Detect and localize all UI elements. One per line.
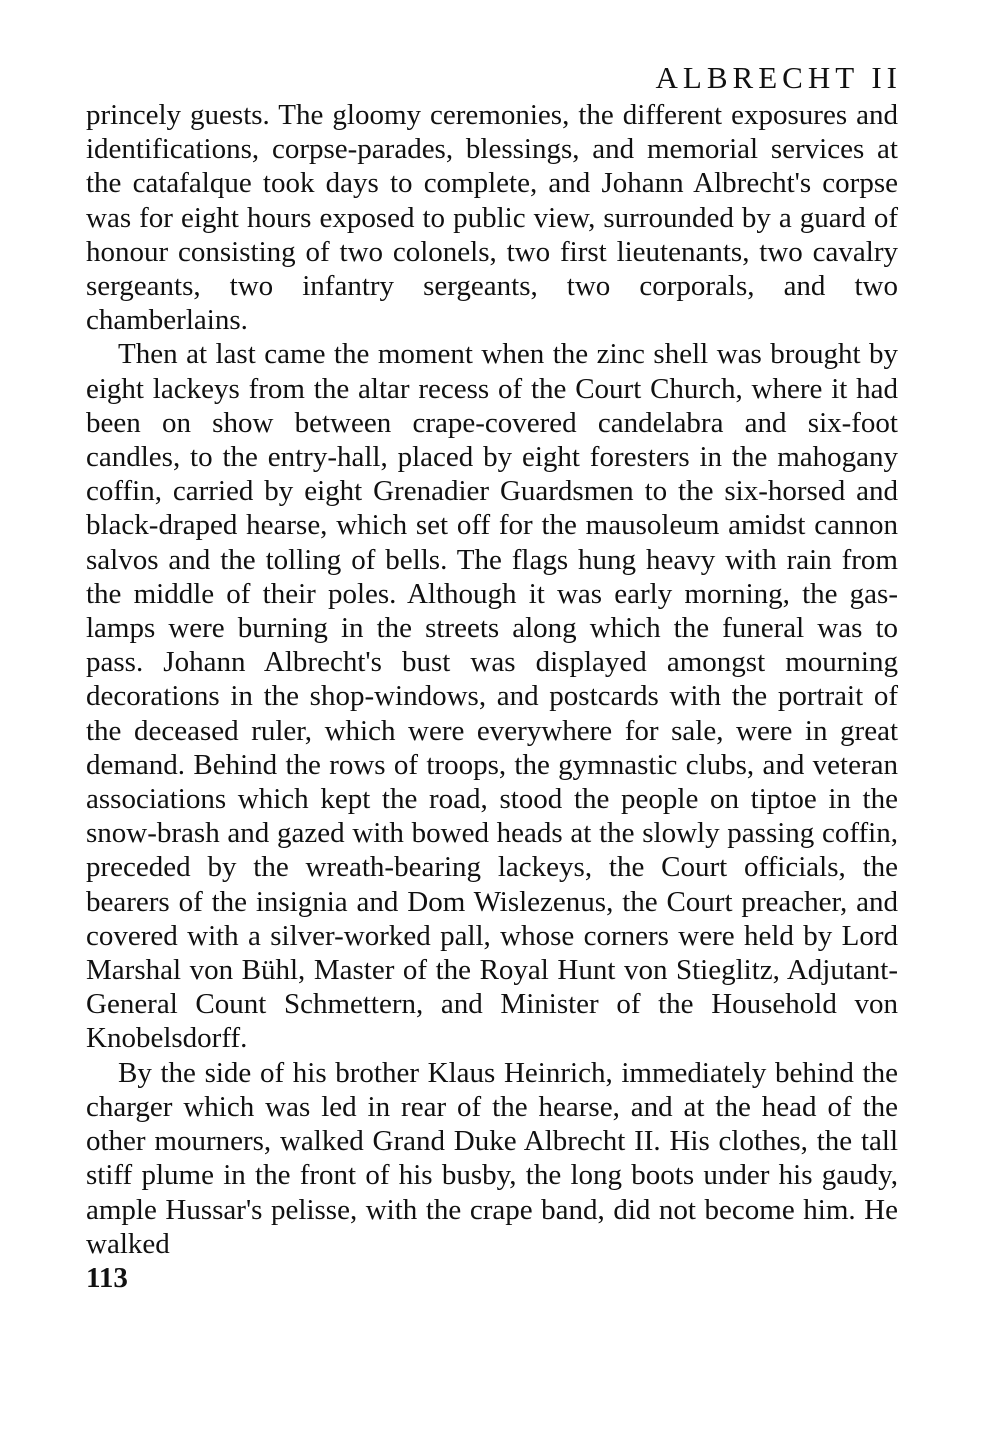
page-number: 113 — [86, 1261, 128, 1294]
paragraph-1: princely guests. The gloomy ceremonies, the different exposures and identifications, corpse-parades, blessings, and memorial services at the catafalque took days to complete, and Johann Albrecht's corpse was for eight hours exposed to public view, surrounded by a guard of honour consisting of two colonels, two first lieutenants, two cavalry sergeants, two infantry sergeants, two corporals, and two chamberlains. — [86, 99, 898, 337]
paragraph-2: Then at last came the moment when the zinc shell was brought by eight lackeys from the altar recess of the Court Church, where it had been on show between crape-covered candelabra and six-foot candles, to the entry-hall, placed by eight foresters in the mahogany coffin, carried by eight Grenadier Guardsmen to the six-horsed and black-draped hearse, which set off for the mausoleum amidst cannon salvos and the tolling of bells. The flags hung heavy with rain from the middle of their poles. Although it was early morning, the gas-lamps were burning in the streets along which the funeral was to pass. Johann Albrecht's bust was displayed amongst mourning decorations in the shop-windows, and postcards with the portrait of the deceased ruler, which were everywhere for sale, were in great demand. Behind the rows of troops, the gymnastic clubs, and veteran associations which kept the road, stood the people on tiptoe in the snow-brash and gazed with bowed heads at the slowly passing coffin, preceded by the wreath-bearing lackeys, the Court officials, the bearers of the insignia and Dom Wislezenus, the Court preacher, and covered with a silver-worked pall, whose corners were held by Lord Marshal von Bühl, Master of the Royal Hunt von Stieglitz, Adjutant-General Count Schmettern, and Minister of the Household von Knobelsdorff. — [86, 338, 898, 1055]
running-head: ALBRECHT II — [655, 60, 902, 95]
paragraph-3: By the side of his brother Klaus Heinrich, immediately behind the charger which was led in rear of the hearse, and at the head of the other mourners, walked Grand Duke Albrecht II. His clothes, the tall stiff plume in the front of his busby, the long boots under his gaudy, ample Hussar's pelisse, with the crape band, did not become him. He walked — [86, 1056, 898, 1260]
book-page — [86, 58, 902, 1295]
